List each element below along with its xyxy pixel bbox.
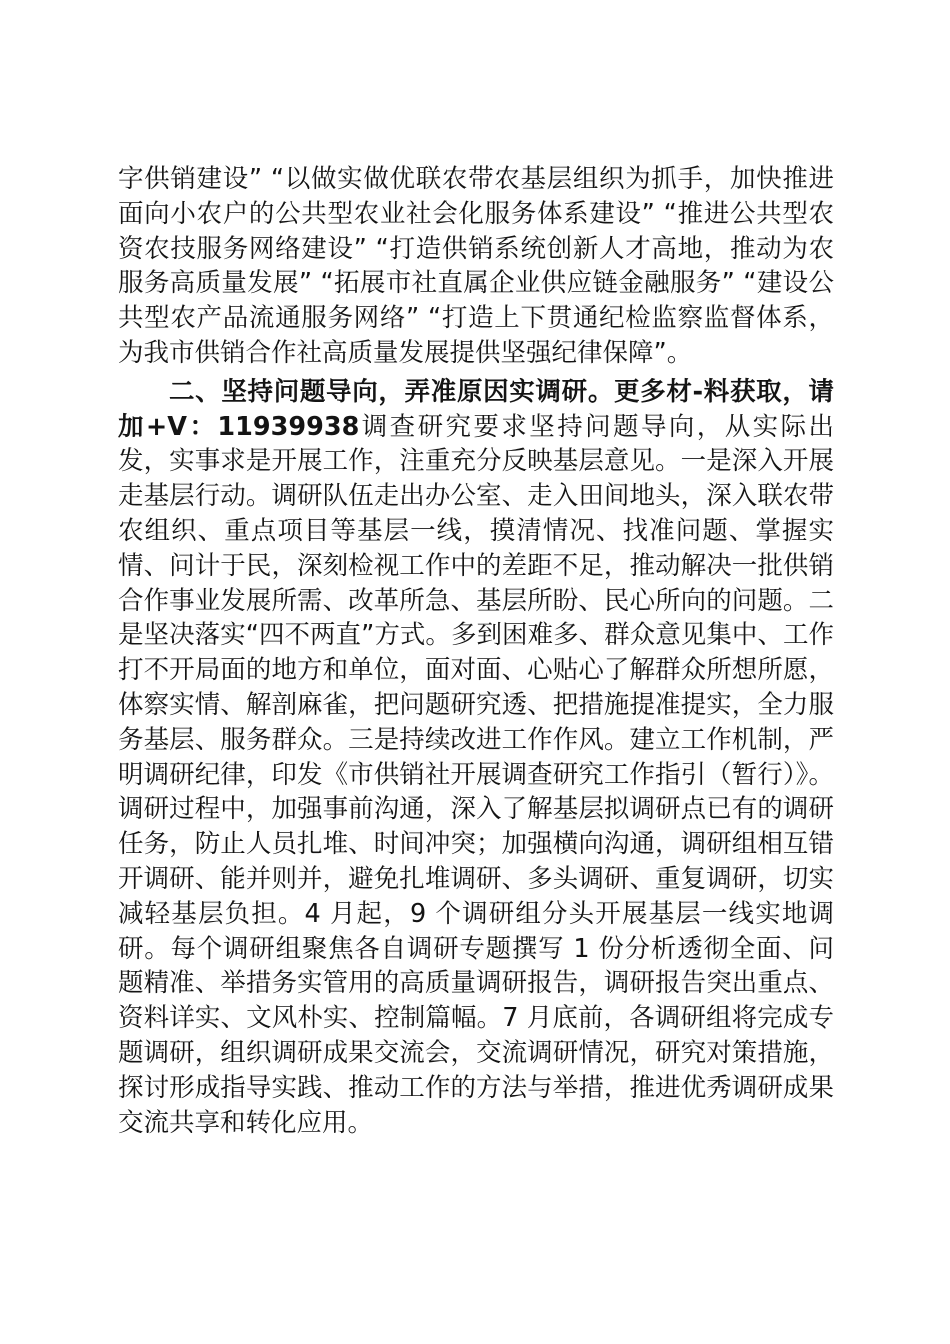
paragraph-continuation: 字供销建设” “以做实做优联农带农基层组织为抓手，加快推进面向小农户的公共型农业社会化服务体系建设” “推进公共型农资农技服务网络建设” “打造供销系统创新人才高地，推动为农服务高质量发展” “拓展市社直属企业供应链金融服务” “建设公共型农产品流通服务网络” “打造上下贯通纪检监察监督体系，为我市供销合作社高质量发展提供坚强纪律保障”。: [118, 164, 834, 368]
paragraph-section-two: [118, 375, 834, 1141]
document-body: [118, 162, 834, 1140]
section-heading: 二、坚持问题导向，弄准原因实调研。更多材-料获取，请加+V：11939938: [118, 376, 834, 442]
section-body: 调查研究要求坚持问题导向，从实际出发，实事求是开展工作，注重充分反映基层意见。一是深入开展走基层行动。调研队伍走出办公室、走入田间地头，深入联农带农组织、重点项目等基层一线，摸清情况、找准问题、掌握实情、问计于民，深刻检视工作中的差距不足，推动解决一批供销合作事业发展所需、改革所急、基层所盼、民心所向的问题。二是坚决落实“四不两直”方式。多到困难多、群众意见集中、工作打不开局面的地方和单位，面对面、心贴心了解群众所想所愿，体察实情、解剖麻雀，把问题研究透、把措施提准提实，全力服务基层、服务群众。三是持续改进工作作风。建立工作机制，严明调研纪律，印发《市供销社开展调查研究工作指引（暂行）》。调研过程中，加强事前沟通，深入了解基层拟调研点已有的调研任务，防止人员扎堆、时间冲突；加强横向沟通，调研组相互错开调研、能并则并，避免扎堆调研、多头调研、重复调研，切实减轻基层负担。4 月起，9 个调研组分头开展基层一线实地调研。每个调研组聚焦各自调研专题撰写 1 份分析透彻全面、问题精准、举措务实管用的高质量调研报告，调研报告突出重点、资料详实、文风朴实、控制篇幅。7 月底前，各调研组将完成专题调研，组织调研成果交流会，交流调研情况，研究对策措施，探讨形成指导实践、推动工作的方法与举措，推进优秀调研成果交流共享和转化应用。: [118, 411, 834, 1138]
